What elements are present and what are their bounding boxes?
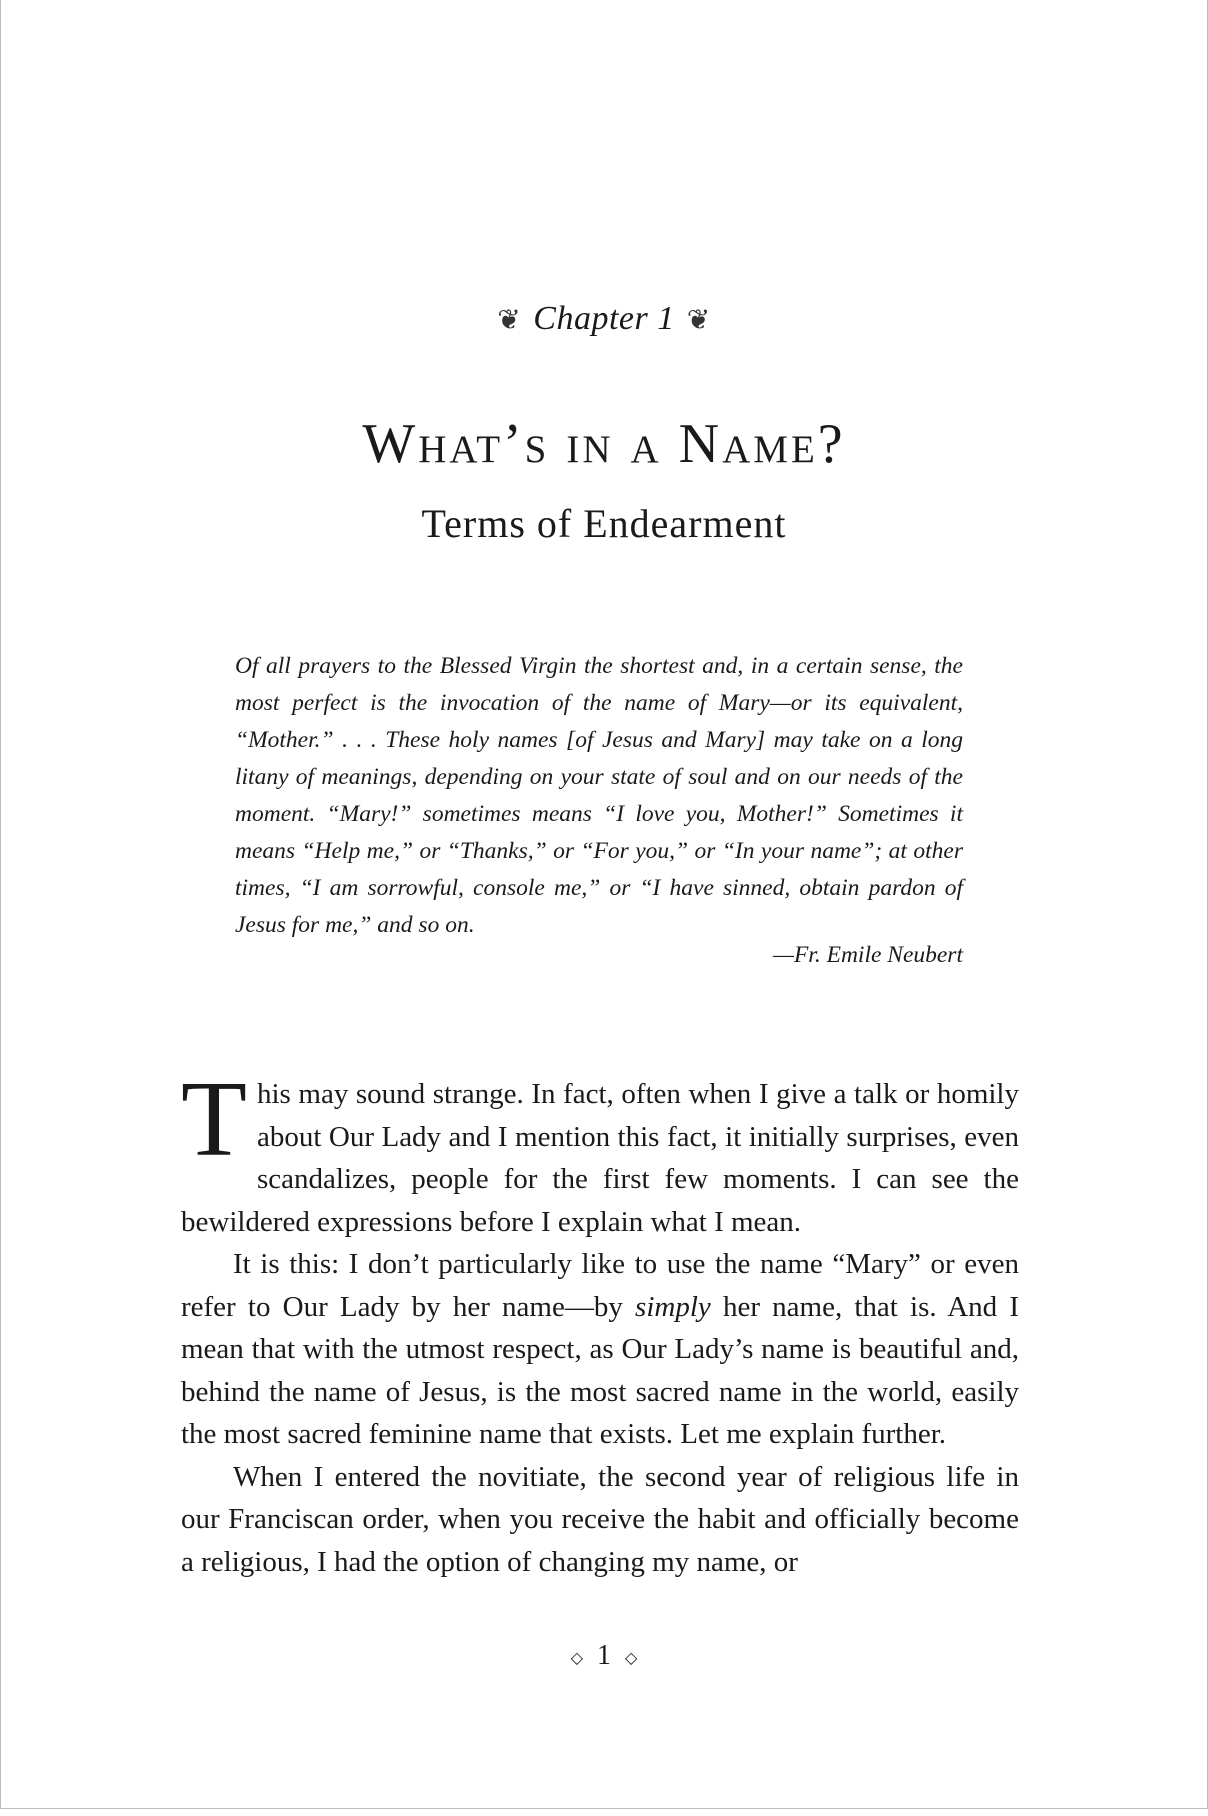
paragraph-2-text-end: her name, that is. And I mean that with the utmost respect, as Our Lady’s name is beautiful and, behind the name of Jesus, is the most sacred name in the world, easily the most sacred feminine name that exists. Let me explain further.: [181, 1290, 1019, 1450]
chapter-label: [1, 300, 1207, 338]
paragraph-1-text: his may sound strange. In fact, often when I give a talk or homily about Our Lady and I mention this fact, it initially surprises, even scandalizes, people for the first few moments. I can see the bewildered expressions before I explain what I mean.: [181, 1078, 1019, 1238]
fleuron-left-icon: ❦: [497, 305, 522, 336]
paragraph-2-text-start: It is this: I don’t particularly like to use the name “Mary” or even refer to Our Lady by her name—by: [181, 1248, 1019, 1323]
page-number: [1, 1640, 1207, 1672]
epigraph-quote: Of all prayers to the Blessed Virgin the shortest and, in a certain sense, the most perfect is the invocation of the name of Mary—or its equivalent, “Mother.” . . . These holy names [of Jesus and Mary] may take on a long litany of meanings, depending on your state of soul and on our needs of the moment. “Mary!” sometimes means “I love you, Mother!” Sometimes it means “Help me,” or “Thanks,” or “For you,” or “In your name”; at other times, “I am sorrowful, console me,” or “I have sinned, obtain pardon of Jesus for me,” and so on.: [235, 653, 963, 938]
drop-cap: T: [181, 1060, 247, 1179]
chapter-number: Chapter 1: [533, 300, 675, 337]
paragraph-1: [181, 1060, 1019, 1243]
chapter-title: What’s in a Name?: [362, 413, 846, 475]
body-text: [181, 1060, 1019, 1583]
epigraph-attribution: —Fr. Emile Neubert: [773, 942, 963, 968]
paragraph-2: [181, 1243, 1019, 1456]
fleuron-right-icon: ❦: [686, 305, 711, 336]
chapter-subtitle: Terms of Endearment: [421, 501, 787, 546]
folio-ornament-left-icon: ◇: [570, 1649, 583, 1667]
paragraph-3: When I entered the novitiate, the second year of religious life in our Franciscan order, when you receive the habit and officially become a religious, I had the option of changing my name, or: [181, 1460, 1019, 1578]
page-number-value: 1: [597, 1640, 611, 1671]
folio-ornament-right-icon: ◇: [625, 1649, 638, 1667]
emphasis-simply: simply: [635, 1290, 711, 1323]
